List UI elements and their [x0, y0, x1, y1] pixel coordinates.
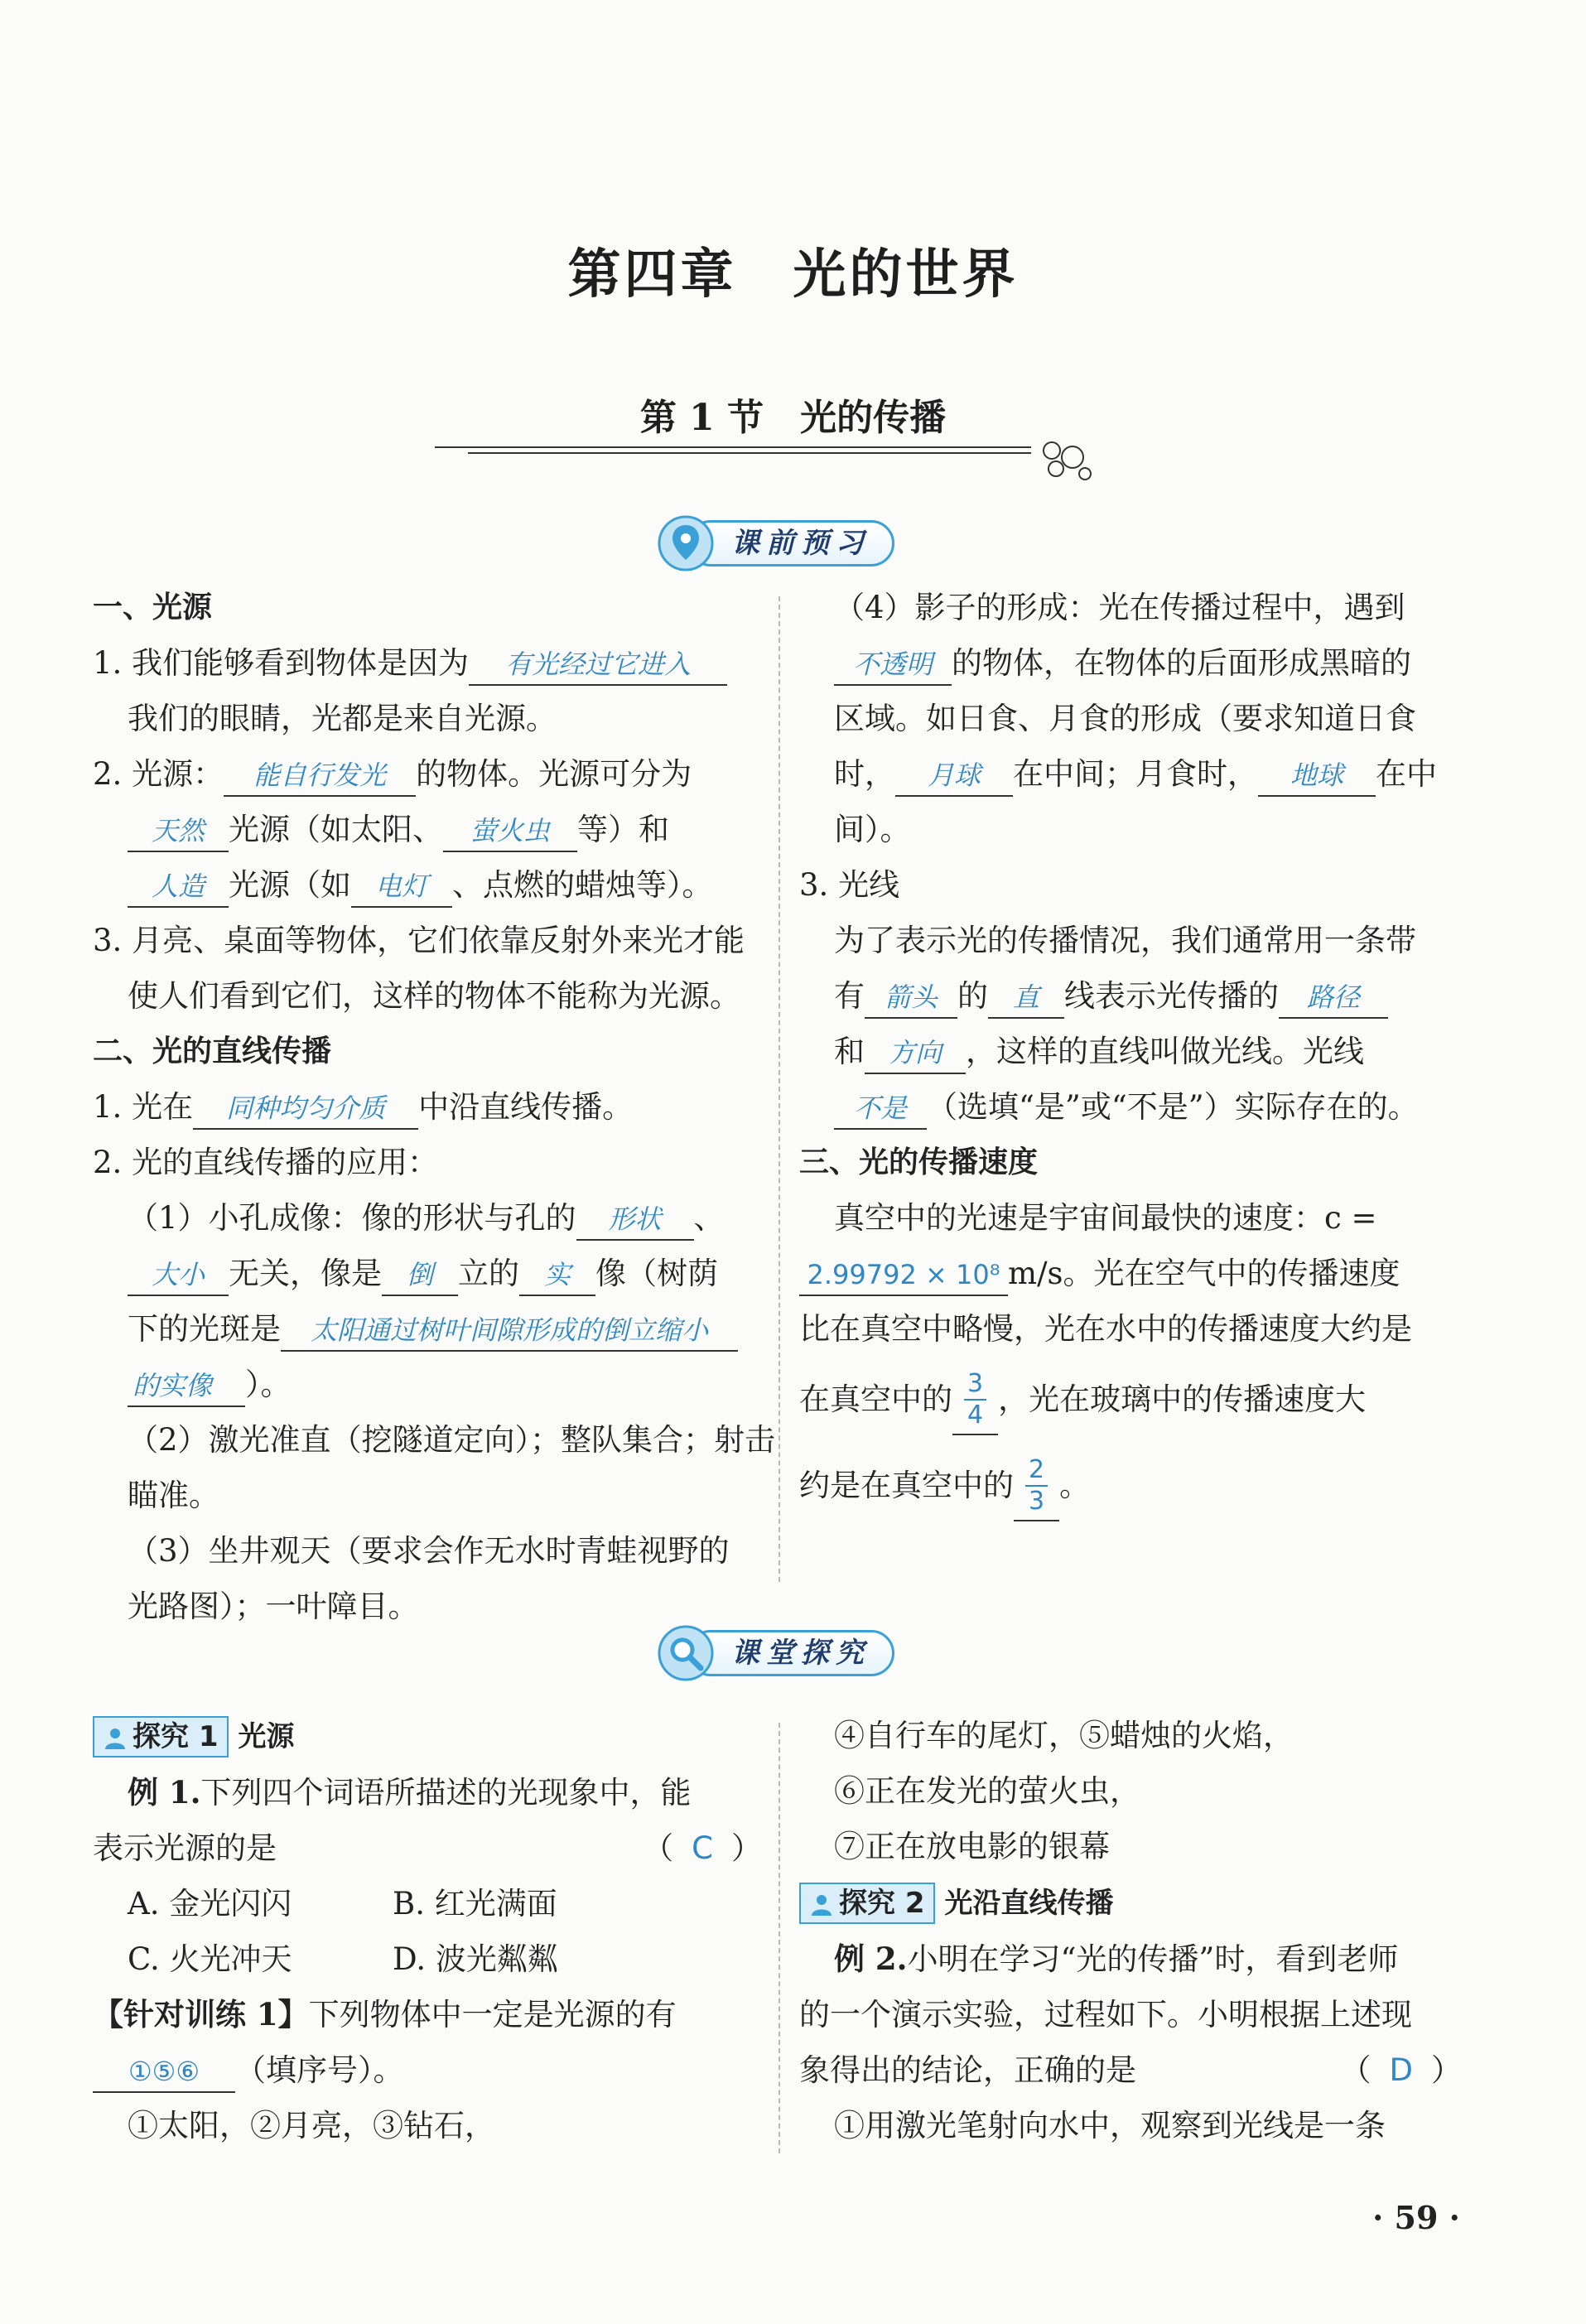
q3-line: 3. 月亮、桌面等物体，它们依靠反射外来光才能 — [93, 923, 745, 958]
inquiry-banner-text: 课堂探究 — [731, 1637, 870, 1670]
explore1-tag-text: 探究 1 — [133, 1720, 219, 1753]
p1-answer: 同种均匀介质 — [193, 1088, 418, 1130]
r2-line — [799, 968, 1462, 1024]
ex1-answer: C — [692, 1830, 713, 1866]
inquiry-right-column — [799, 1708, 1462, 2153]
items-line-4: ⑦正在放电影的银幕 — [834, 1829, 1110, 1864]
option-d: D. 波光粼粼 — [393, 1941, 558, 1977]
s4-text-b: 的物体，在物体的后面形成黑暗的 — [952, 645, 1411, 681]
p1-text: 1. 光在 — [93, 1089, 194, 1125]
q3-line2: 使人们看到它们，这样的物体不能称为光源。 — [128, 978, 740, 1014]
r2-answer-2: 直 — [988, 977, 1064, 1019]
magnifier-icon — [656, 1623, 716, 1683]
s1-line — [93, 1190, 762, 1246]
paren-open: （ — [643, 1830, 674, 1866]
q2-answer-1: 能自行发光 — [224, 755, 416, 797]
heading-light-source: 一、光源 — [93, 591, 213, 624]
person-icon — [809, 1892, 834, 1917]
r4-answer: 不是 — [834, 1088, 927, 1130]
glass-fraction-denominator: 3 — [1029, 1486, 1045, 1516]
items-line-3: ⑥正在发光的萤火虫， — [834, 1773, 1140, 1809]
ex1-answer-paren — [643, 1820, 762, 1876]
paren-close: ） — [731, 1830, 762, 1866]
s1-text-g: ）。 — [245, 1367, 292, 1402]
p1-text-b: 中沿直线传播。 — [418, 1089, 634, 1125]
items-line-1: ①太阳，②月亮，③钻石， — [128, 2108, 495, 2143]
ex2-line2: 的一个演示实验，过程如下。小明根据上述现 — [799, 1997, 1412, 2032]
train1-line — [93, 1987, 762, 2042]
person-icon — [103, 1726, 128, 1751]
ex2-text-c: 象得出的结论，正确的是 — [799, 2052, 1136, 2088]
explore1-header — [93, 1708, 762, 1765]
q1-line — [93, 635, 762, 691]
v1-line: 真空中的光速是宇宙间最快的速度：c = — [834, 1200, 1377, 1236]
ex2-line4: ①用激光笔射向水中，观察到光线是一条 — [834, 2108, 1386, 2143]
ex2-line3 — [799, 2042, 1462, 2098]
s4-line5: 间）。 — [834, 812, 911, 847]
paren-open: （ — [1340, 2052, 1371, 2088]
q1-text: 1. 我们能够看到物体是因为 — [93, 645, 470, 681]
s4-text-d: 时， — [834, 756, 895, 792]
train1-answer: ①⑤⑥ — [93, 2052, 235, 2093]
s1-answer-1: 形状 — [576, 1199, 694, 1241]
s1-text-d: 立的 — [458, 1256, 519, 1291]
s4-answer-2: 月球 — [895, 755, 1013, 797]
train1-label: 【针对训练 1】 — [93, 1996, 309, 2032]
glass-fraction — [1014, 1455, 1059, 1521]
water-fraction-denominator: 4 — [967, 1400, 984, 1430]
s3-line2: 光路图）；一叶障目。 — [128, 1589, 419, 1624]
column-divider — [779, 1723, 780, 2153]
section-title: 第 1 节 光的传播 — [639, 397, 947, 439]
r2-text-c: 线表示光传播的 — [1064, 978, 1279, 1014]
ex1-line — [93, 1765, 762, 1820]
option-a: A. 金光闪闪 — [128, 1886, 292, 1921]
s4-line: （4）影子的形成：光在传播过程中，遇到 — [834, 590, 1405, 625]
ex2-answer: D — [1389, 2052, 1413, 2088]
r3-text: 和 — [834, 1034, 865, 1069]
r3-text-b: ，这样的直线叫做光线。光线 — [966, 1034, 1364, 1069]
inquiry-left-column — [93, 1708, 762, 2153]
inquiry-banner — [656, 1623, 904, 1681]
preview-banner — [656, 513, 904, 571]
q2-answer-3: 萤火虫 — [443, 811, 577, 852]
s4-line2 — [799, 635, 1462, 691]
ex2-text: 小明在学习“光的传播”时，看到老师 — [907, 1941, 1399, 1977]
q2-text-b: 的物体。光源可分为 — [416, 756, 692, 792]
q2-text-f: 、点燃的蜡烛等）。 — [452, 867, 713, 903]
preview-left-column — [93, 580, 776, 1634]
p2-line: 2. 光的直线传播的应用： — [93, 1145, 439, 1180]
v4-line — [799, 1357, 1462, 1443]
location-pin-icon — [656, 513, 716, 573]
speed-answer: 2.99792 × 10⁸ — [799, 1255, 1008, 1296]
v4-text-b: ，光在玻璃中的传播速度大 — [998, 1381, 1367, 1417]
page-number: · 59 · — [1372, 2199, 1460, 2236]
q2-answer-2: 天然 — [128, 811, 229, 852]
s2-line: （2）激光准直（挖隧道定向）；整队集合；射击 — [128, 1422, 776, 1458]
s2-line2: 瞄准。 — [128, 1478, 219, 1513]
s1-answer-5: 太阳通过树叶间隙形成的倒立缩小 — [281, 1310, 738, 1352]
s1-line4 — [93, 1357, 762, 1412]
r1-line: 为了表示光的传播情况，我们通常用一条带 — [834, 923, 1416, 958]
column-divider — [779, 596, 780, 1582]
ex1-line2 — [93, 1820, 762, 1876]
v2-text: m/s。光在空气中的传播速度 — [1008, 1256, 1400, 1291]
v5-line — [799, 1443, 1462, 1529]
r2-text-b: 的 — [957, 978, 988, 1014]
s1-text-f: 下的光斑是 — [128, 1311, 281, 1347]
preview-banner-text: 课前预习 — [731, 527, 870, 560]
explore1-title: 光源 — [238, 1720, 295, 1753]
v4-text: 在真空中的 — [799, 1381, 952, 1417]
v5-text: 约是在真空中的 — [799, 1468, 1014, 1503]
option-c: C. 火光冲天 — [128, 1941, 292, 1977]
ex1-text-b: 表示光源的是 — [93, 1830, 277, 1866]
options-row-1 — [93, 1876, 762, 1931]
q2-line2 — [93, 802, 762, 857]
r2-answer-3: 路径 — [1279, 977, 1388, 1019]
v5-text-b: 。 — [1059, 1468, 1091, 1503]
s4-line3: 区域。如日食、月食的形成（要求知道日食 — [834, 701, 1416, 736]
s1-text-e: 像（树荫 — [595, 1256, 718, 1291]
q2-text-e: 光源（如 — [229, 867, 351, 903]
v3-line: 比在真空中略慢，光在水中的传播速度大约是 — [799, 1311, 1412, 1347]
q2-answer-4: 人造 — [128, 866, 229, 908]
explore2-header — [799, 1874, 1462, 1931]
glass-fraction-numerator: 2 — [1025, 1455, 1048, 1487]
r3-line — [799, 1024, 1462, 1079]
explore2-title: 光沿直线传播 — [944, 1887, 1114, 1920]
s4-answer-3: 地球 — [1258, 755, 1376, 797]
r4-text: （选填“是”或“不是”）实际存在的。 — [927, 1089, 1419, 1125]
heading-speed-of-light: 三、光的传播速度 — [799, 1145, 1039, 1179]
q2-answer-5: 电灯 — [351, 866, 452, 908]
ex1-text: 下列四个词语所描述的光现象中，能 — [200, 1775, 692, 1811]
q2-text-c: 光源（如太阳、 — [229, 812, 443, 847]
s4-answer-1: 不透明 — [834, 644, 952, 686]
q1-line2: 我们的眼睛，光都是来自光源。 — [128, 701, 557, 736]
ex2-line — [799, 1931, 1462, 1987]
explore1-tag — [93, 1716, 229, 1757]
s1-line3 — [93, 1301, 762, 1357]
water-fraction — [952, 1369, 998, 1435]
s1-answer-3: 倒 — [382, 1255, 458, 1296]
v2-line — [799, 1246, 1462, 1301]
explore2-tag-text: 探究 2 — [839, 1887, 925, 1920]
heading-straight-propagation: 二、光的直线传播 — [93, 1034, 332, 1068]
explore2-tag — [799, 1883, 935, 1924]
train1-text: 下列物体中一定是光源的有 — [308, 1997, 677, 2032]
r2-answer-1: 箭头 — [865, 977, 957, 1019]
r3-answer: 方向 — [865, 1033, 966, 1074]
q2-line — [93, 746, 762, 802]
p3-line: 3. 光线 — [799, 867, 900, 903]
q2-line3 — [93, 857, 762, 913]
s4-text-e: 在中间；月食时， — [1013, 756, 1258, 792]
preview-right-column — [799, 580, 1462, 1529]
s1-answer-2: 大小 — [128, 1255, 229, 1296]
s1-answer-4: 实 — [519, 1255, 595, 1296]
s1-line2 — [93, 1246, 762, 1301]
items-line-2: ④自行车的尾灯，⑤蜡烛的火焰， — [834, 1718, 1294, 1753]
s4-line4 — [799, 746, 1462, 802]
title-decorative-rule — [435, 439, 1122, 480]
q2-text-d: 等）和 — [577, 812, 669, 847]
ex2-label: 例 2. — [834, 1941, 908, 1977]
water-fraction-numerator: 3 — [964, 1369, 986, 1401]
p1-line — [93, 1079, 762, 1135]
ex2-answer-paren — [1341, 2042, 1463, 2098]
q1-answer: 有光经过它进入 — [469, 644, 727, 686]
options-row-2 — [93, 1931, 762, 1987]
s3-line: （3）坐井观天（要求会作无水时青蛙视野的 — [128, 1533, 730, 1569]
s1-text: （1）小孔成像：像的形状与孔的 — [128, 1200, 576, 1236]
s1-text-c: 无关，像是 — [229, 1256, 382, 1291]
train1-text-b: （填序号）。 — [235, 2052, 404, 2088]
s1-text-b: 、 — [693, 1200, 725, 1236]
paren-close: ） — [1431, 2052, 1462, 2088]
train1-line2 — [93, 2042, 762, 2098]
r4-line — [799, 1079, 1462, 1135]
r2-text: 有 — [834, 978, 865, 1014]
s1-answer-6: 的实像 — [128, 1366, 245, 1407]
chapter-title: 第四章 光的世界 — [567, 243, 1019, 306]
q2-text: 2. 光源： — [93, 756, 224, 792]
ex1-label: 例 1. — [128, 1774, 201, 1811]
option-b: B. 红光满面 — [393, 1886, 557, 1921]
s4-text-f: 在中 — [1376, 756, 1437, 792]
